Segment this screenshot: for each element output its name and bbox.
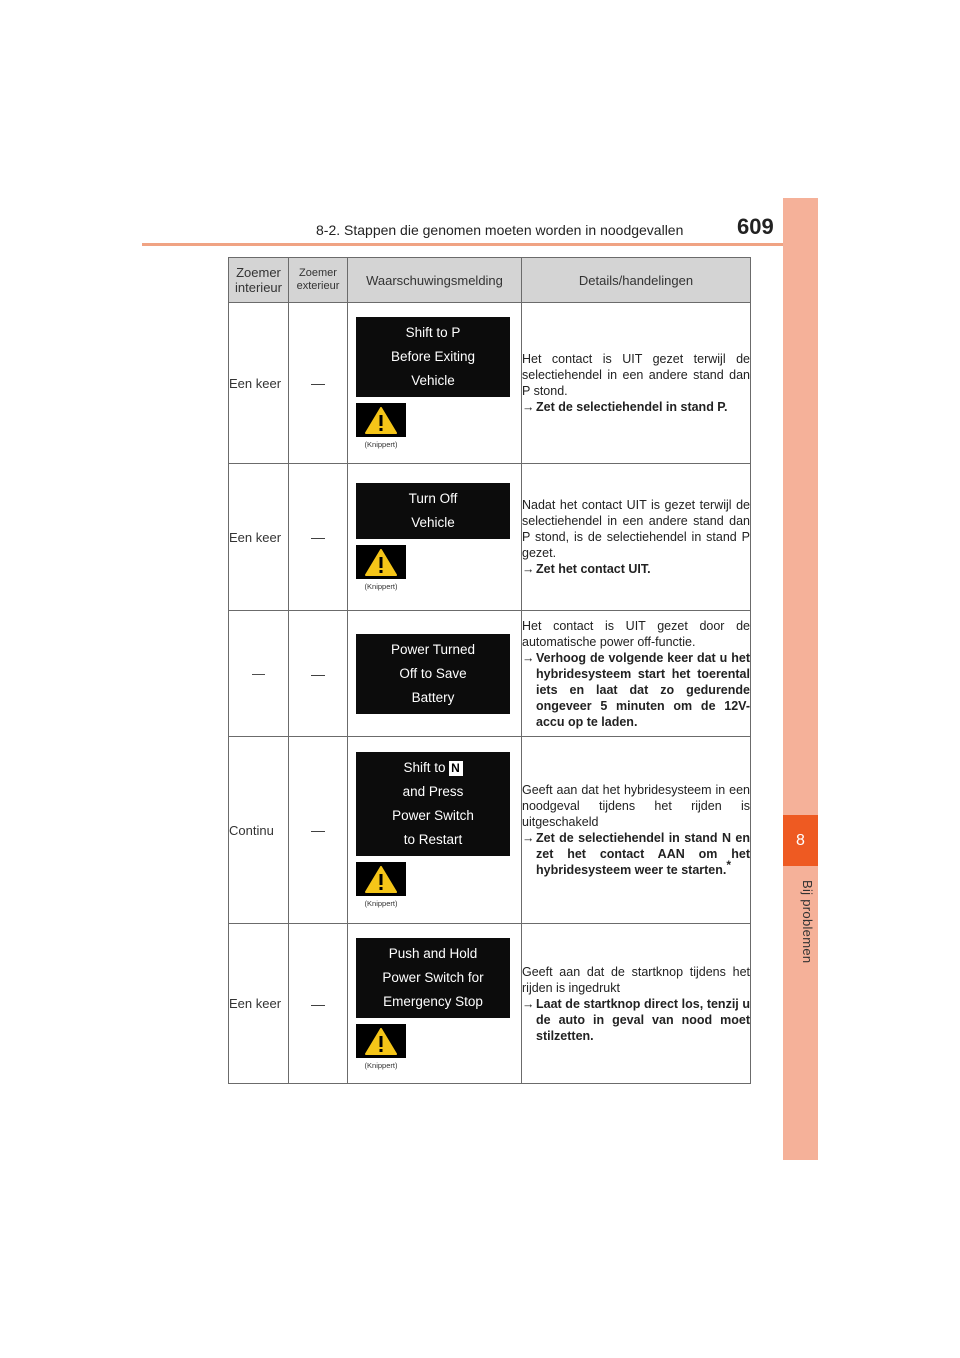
header-interior: Zoemer interieur bbox=[229, 258, 289, 303]
interior-buzzer: Een keer bbox=[229, 464, 289, 611]
exterior-buzzer: — bbox=[289, 737, 348, 924]
warning-display bbox=[356, 938, 510, 1018]
arrow-icon: → bbox=[522, 831, 535, 845]
exterior-buzzer: — bbox=[289, 464, 348, 611]
interior-buzzer: Een keer bbox=[229, 924, 289, 1084]
display-line: Battery bbox=[411, 689, 455, 705]
display-line: to Restart bbox=[403, 832, 463, 847]
display-line: Emergency Stop bbox=[383, 993, 483, 1009]
warning-table bbox=[228, 257, 751, 1084]
warning-triangle-icon bbox=[356, 1024, 406, 1058]
display-line: Power Turned bbox=[390, 641, 476, 657]
display-line: Shift to P bbox=[405, 325, 461, 340]
header-message: Waarschuwingsmelding bbox=[348, 258, 522, 303]
table-row bbox=[229, 611, 751, 737]
display-line: Before Exiting bbox=[390, 349, 476, 364]
table-row bbox=[229, 737, 751, 924]
details-cell bbox=[522, 464, 751, 611]
details-cell bbox=[522, 611, 751, 737]
details-text: Het contact is UIT gezet door de automatische power off-functie. bbox=[522, 618, 750, 649]
action-text: Zet het contact UIT. bbox=[536, 562, 651, 576]
details-text: Geeft aan dat het hybridesysteem in een noodgeval tijdens het rijden is uitgeschakeld bbox=[522, 783, 750, 829]
header-exterior: Zoemer exterieur bbox=[289, 258, 348, 303]
display-line: and Press bbox=[402, 784, 464, 799]
warning-triangle-icon bbox=[356, 545, 406, 579]
warning-display bbox=[356, 483, 510, 539]
action-text-body: Zet de selectiehendel in stand N en zet het contact AAN om het hybridesysteem weer te starten. bbox=[536, 831, 750, 877]
exterior-buzzer: — bbox=[289, 924, 348, 1084]
action-item bbox=[522, 996, 750, 1044]
message-cell bbox=[348, 303, 522, 464]
arrow-icon: → bbox=[522, 996, 535, 1011]
details-text: Geeft aan dat de startknop tijdens het rijden is ingedrukt bbox=[522, 964, 750, 995]
display-line: Power Switch bbox=[392, 808, 474, 823]
display-line: Vehicle bbox=[411, 515, 455, 530]
side-strip bbox=[783, 198, 818, 1160]
action-item bbox=[522, 561, 750, 577]
arrow-icon: → bbox=[522, 650, 535, 665]
message-cell bbox=[348, 737, 522, 924]
chapter-label: Bij problemen bbox=[800, 880, 815, 964]
exterior-buzzer: — bbox=[289, 303, 348, 464]
warning-display bbox=[356, 317, 510, 397]
blink-label: (Knippert) bbox=[364, 1060, 398, 1070]
header-rule bbox=[142, 243, 818, 246]
display-line bbox=[356, 756, 510, 780]
footnote-mark: * bbox=[726, 857, 732, 872]
display-line: Power Switch for bbox=[382, 969, 484, 985]
details-cell bbox=[522, 303, 751, 464]
action-item bbox=[522, 830, 750, 878]
message-cell bbox=[348, 464, 522, 611]
section-title: 8-2. Stappen die genomen moeten worden in noodgevallen bbox=[316, 222, 684, 238]
interior-buzzer: Een keer bbox=[229, 303, 289, 464]
warning-triangle-icon bbox=[356, 862, 406, 896]
details-cell bbox=[522, 737, 751, 924]
action-item bbox=[522, 650, 750, 730]
chapter-number-tab[interactable]: 8 bbox=[783, 815, 818, 866]
action-text: Laat de startknop direct los, tenzij u de auto in geval van nood moet stilzetten. bbox=[536, 996, 750, 1043]
table-row bbox=[229, 924, 751, 1084]
display-line-text: Shift to bbox=[403, 760, 446, 775]
arrow-icon: → bbox=[522, 562, 535, 576]
action-text: Zet de selectiehendel in stand P. bbox=[536, 400, 728, 414]
display-line: Off to Save bbox=[399, 665, 467, 681]
message-cell bbox=[348, 924, 522, 1084]
gear-n-badge: N bbox=[449, 761, 463, 776]
details-cell bbox=[522, 924, 751, 1084]
table-header-row bbox=[229, 258, 751, 303]
warning-display bbox=[356, 634, 510, 714]
header-details: Details/handelingen bbox=[522, 258, 751, 303]
display-line: Push and Hold bbox=[388, 945, 478, 961]
display-line: Turn Off bbox=[408, 491, 458, 506]
details-text: Het contact is UIT gezet terwijl de selectiehendel in een andere stand dan P stond. bbox=[522, 352, 750, 398]
table-row bbox=[229, 303, 751, 464]
warning-triangle-icon bbox=[356, 403, 406, 437]
page-number: 609 bbox=[737, 214, 774, 239]
blink-label: (Knippert) bbox=[364, 582, 398, 591]
action-text: Verhoog de volgende keer dat u het hybridesysteem start het toerental iets en laat dat zo gedurende ongeveer 5 minuten om de 12V-accu op te laden. bbox=[536, 650, 750, 729]
message-cell bbox=[348, 611, 522, 737]
interior-buzzer: — bbox=[229, 611, 289, 737]
arrow-icon: → bbox=[522, 400, 535, 414]
warning-display bbox=[356, 752, 510, 856]
details-text: Nadat het contact UIT is gezet terwijl de selectiehendel in een andere stand dan P stond, is de selectiehendel in stand P gezet. bbox=[522, 498, 750, 560]
action-text bbox=[536, 830, 750, 878]
action-item bbox=[522, 399, 750, 415]
table-row bbox=[229, 464, 751, 611]
display-line: Vehicle bbox=[411, 373, 455, 388]
blink-label: (Knippert) bbox=[364, 899, 398, 908]
exterior-buzzer: — bbox=[289, 611, 348, 737]
blink-label: (Knippert) bbox=[364, 440, 398, 449]
interior-buzzer: Continu bbox=[229, 737, 289, 924]
